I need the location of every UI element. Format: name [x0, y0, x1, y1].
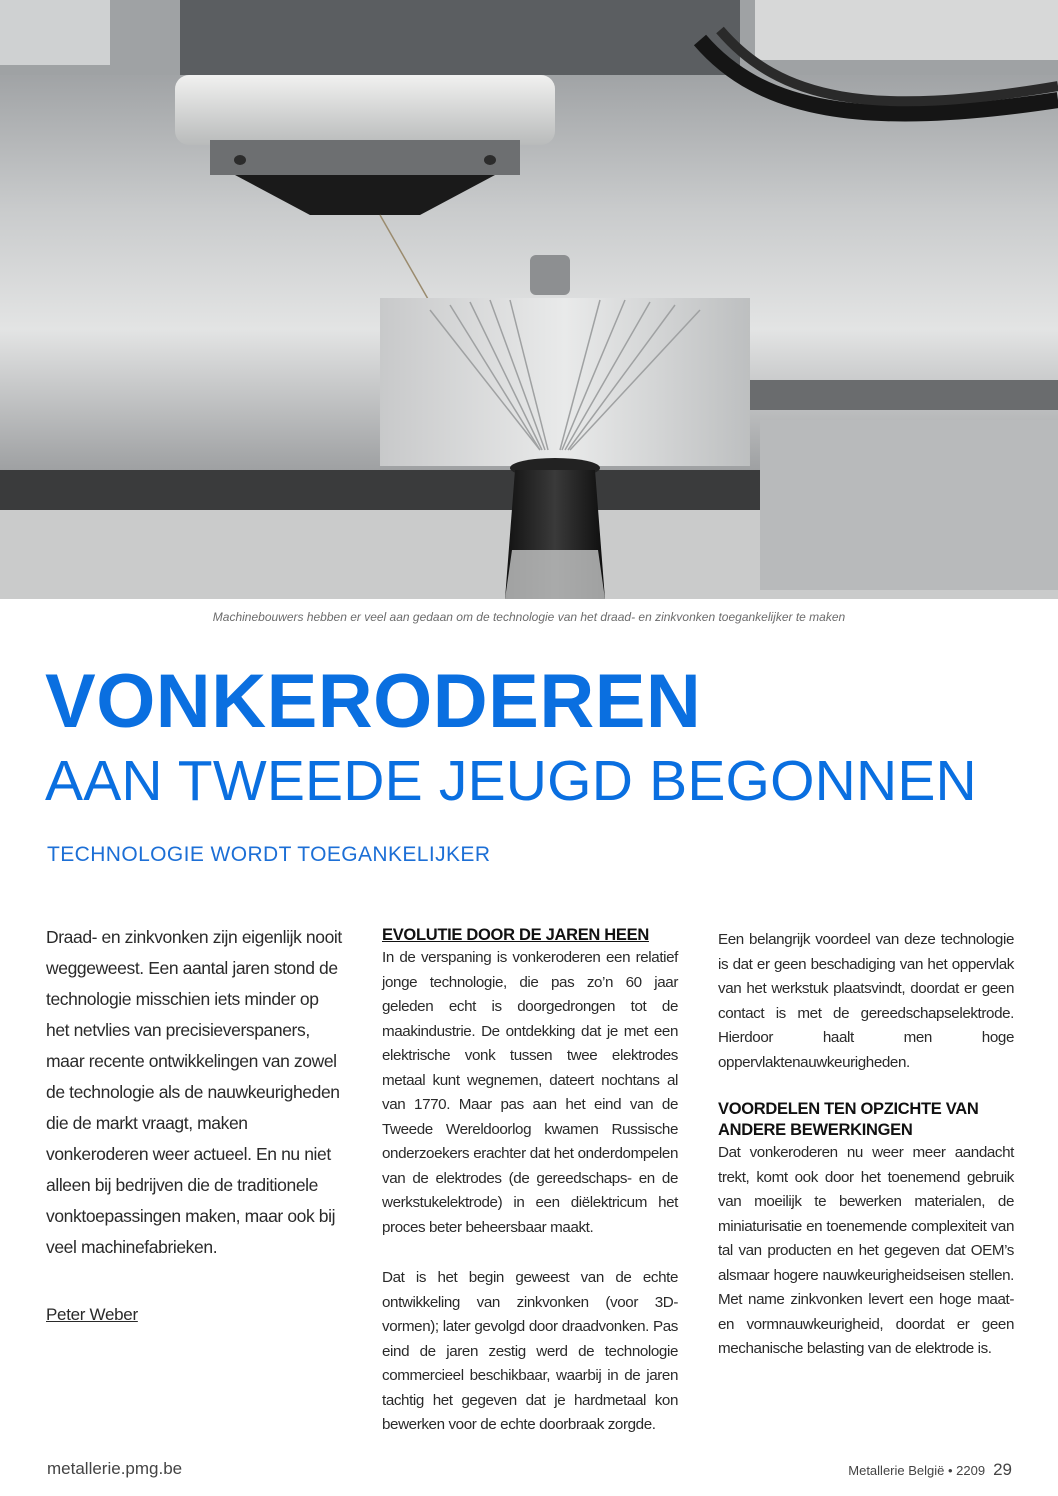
- photo-caption: Machinebouwers hebben er veel aan gedaan om de technologie van het draad- en zinkvonken toegankelijker te maken: [212, 610, 846, 624]
- article-kicker: TECHNOLOGIE WORDT TOEGANKELIJKER: [47, 843, 491, 866]
- column-3: [718, 928, 1014, 1362]
- page-number: 29: [993, 1460, 1012, 1479]
- body-paragraph: Dat is het begin geweest van de echte ontwikkeling van zinkvonken (voor 3D-vormen); later gevolgd door draadvonken. Pas eind de jaren zestig werd de technologie commercieel beschikbaar, waarbij in de jaren tachtig het gegeven dat je hardmetaal kon bewerken voor de echte doorbraak zorgde.: [382, 1269, 678, 1433]
- body-paragraph: Dat vonkeroderen nu weer meer aandacht trekt, komt ook door het toenemend gebruik van moeilijk te bewerken materialen, de miniaturisatie en toenemende complexiteit van tal van producten en het gegeven dat OEM’s alsmaar hogere nauwkeurigheidseisen stellen. Met name zinkvonken levert een hoge maat- en vormnauwkeurigheid, doordat er geen mechanische belasting van de elektrode is.: [718, 1144, 1014, 1357]
- wire-edm-machine-illustration: [0, 0, 1058, 599]
- footer-website-link[interactable]: metallerie.pmg.be: [47, 1459, 183, 1478]
- section-heading-evolutie: EVOLUTIE DOOR DE JAREN HEEN: [382, 926, 649, 944]
- body-paragraph: Een belangrijk voordeel van deze technologie is dat er geen beschadiging van het oppervlak van het werkstuk plaatsvindt, doordat er geen contact is met de gereedschapselektrode. Hierdoor haalt men hoge oppervlaktenauwkeurigheden.: [718, 931, 1014, 1071]
- author-link[interactable]: Peter Weber: [46, 1305, 138, 1324]
- footer-issue: [848, 1460, 1012, 1480]
- intro-paragraph: Draad- en zinkvonken zijn eigenlijk nooit weggeweest. Een aantal jaren stond de technologie misschien iets minder op het netvlies van precisieverspaners, maar recente ontwikkelingen van zowel de technologie als de nauwkeurigheden die de markt vraagt, maken vonkeroderen weer actueel. En nu niet alleen bij bedrijven die de traditionele vonktoepassingen maken, maar ook bij veel machinefabrieken.: [46, 927, 342, 1257]
- hero-photo: [0, 0, 1058, 599]
- article-title: VONKERODEREN: [45, 659, 702, 744]
- body-paragraph: In de verspaning is vonkeroderen een relatief jonge technologie, die pas zo’n 60 jaar geleden echt is doorgedrongen tot de maakindustrie. De ontdekking dat je met een elektrische vonk tussen twee elektrodes metaal kunt wegnemen, dateert nochtans al van 1770. Maar pas aan het eind van de Tweede Wereldoorlog kwamen Russische onderzoekers erachter dat het onderdompelen van de elektrodes (de gereedschaps- en de werkstukelektrode) in een diëlektricum het proces beter beheersbaar maakt.: [382, 949, 678, 1236]
- column-2: [382, 925, 678, 1438]
- section-heading-voordelen: VOORDELEN TEN OPZICHTE VAN ANDERE BEWERKINGEN: [718, 1100, 979, 1139]
- article-subtitle: AAN TWEEDE JEUGD BEGONNEN: [45, 749, 977, 813]
- magazine-issue: Metallerie België • 2209: [848, 1463, 986, 1478]
